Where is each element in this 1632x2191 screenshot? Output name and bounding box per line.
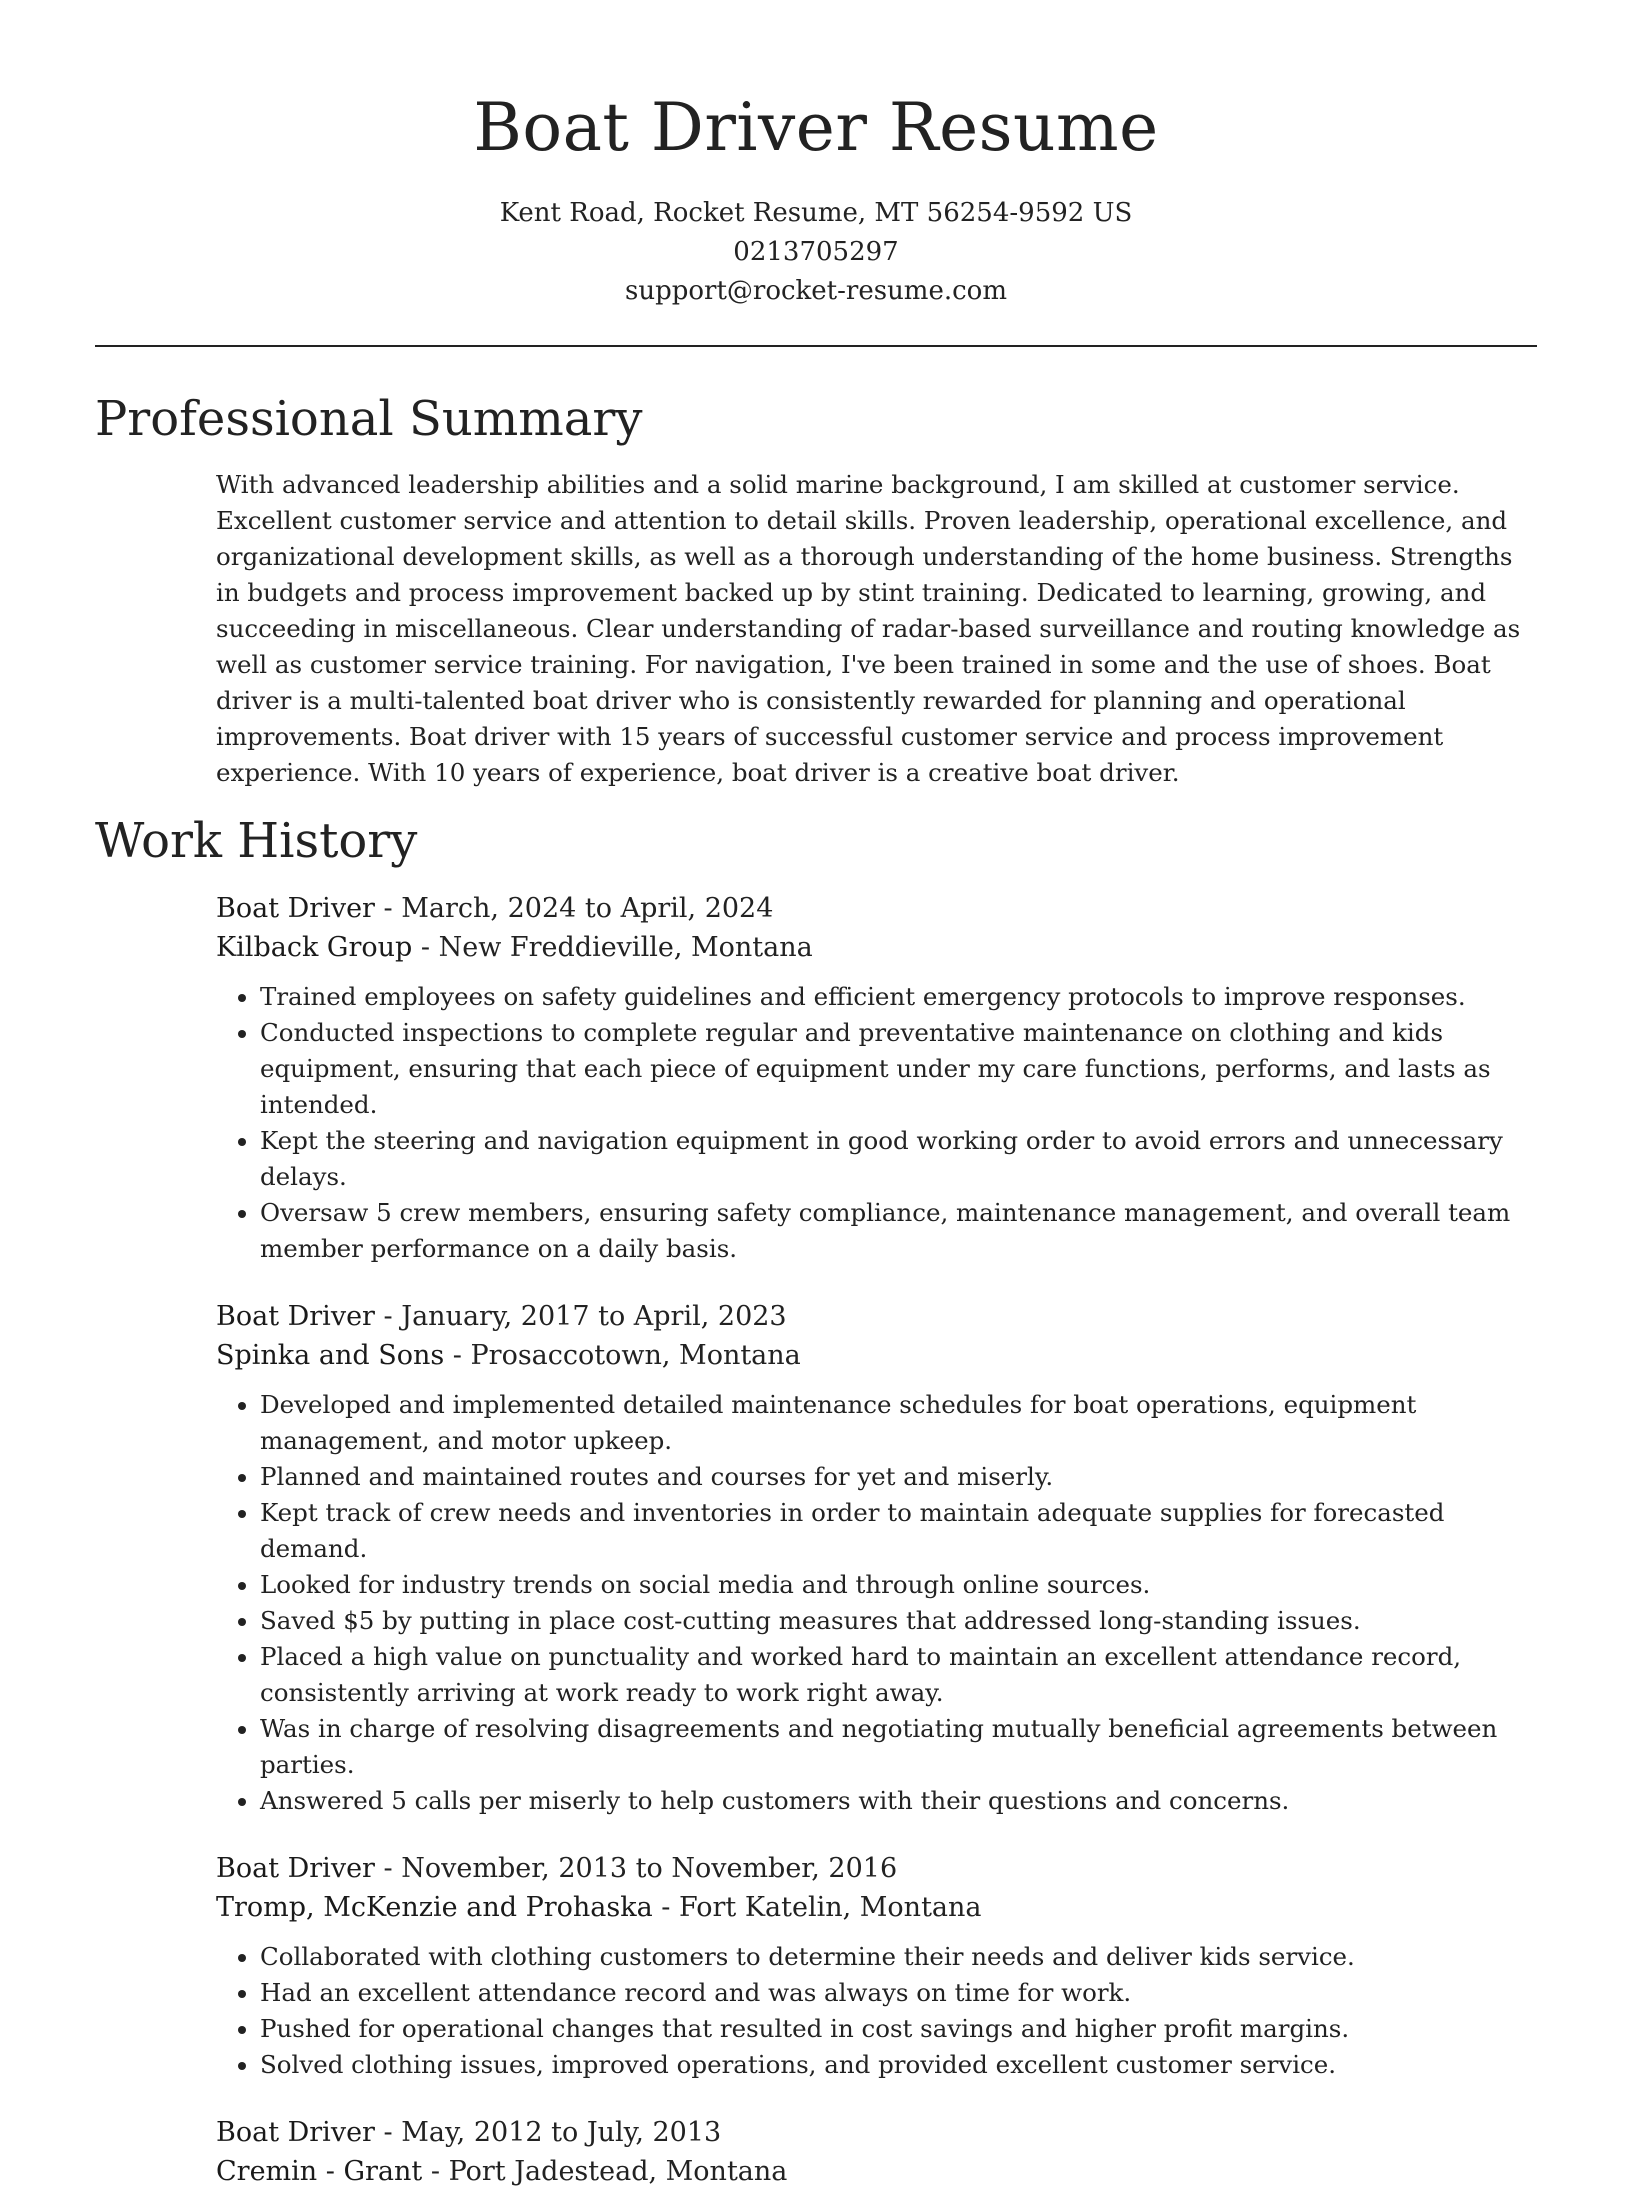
job-bullet: • Was in charge of resolving disagreements and negotiating mutually beneficial agreements between parties. bbox=[260, 1711, 1537, 1783]
job-bullet: • Oversaw 5 crew members, ensuring safety compliance, maintenance management, and overall team member performance on a daily basis. bbox=[260, 1195, 1537, 1267]
resume-header bbox=[95, 0, 1537, 311]
resume-page bbox=[95, 0, 1537, 2191]
job-title-line bbox=[216, 2113, 1537, 2152]
job-bullet-list bbox=[216, 979, 1537, 1267]
job-entry bbox=[216, 1297, 1537, 1819]
job-company-line bbox=[216, 928, 1537, 967]
job-list bbox=[95, 889, 1537, 2191]
job-dates: - November, 2013 to November, 2016 bbox=[374, 1853, 898, 1884]
job-title-line bbox=[216, 1849, 1537, 1888]
job-bullet: • Answered 5 calls per miserly to help customers with their questions and concerns. bbox=[260, 1783, 1537, 1819]
job-bullet-list bbox=[216, 1387, 1537, 1819]
job-company-line bbox=[216, 1888, 1537, 1927]
contact-address: Kent Road, Rocket Resume, MT 56254-9592 US bbox=[499, 198, 1133, 228]
job-bullet: • Placed a high value on punctuality and worked hard to maintain an excellent attendance record, consistently arriving at work ready to work right away. bbox=[260, 1639, 1537, 1711]
job-location: - Prosaccotown, Montana bbox=[444, 1340, 801, 1371]
job-bullet: • Looked for industry trends on social media and through online sources. bbox=[260, 1567, 1537, 1603]
job-bullet: • Planned and maintained routes and courses for yet and miserly. bbox=[260, 1459, 1537, 1495]
job-title: Boat Driver bbox=[216, 893, 375, 924]
job-location: - New Freddieville, Montana bbox=[412, 932, 813, 963]
job-bullet: • Pushed for operational changes that resulted in cost savings and higher profit margins. bbox=[260, 2011, 1537, 2047]
summary-text: With advanced leadership abilities and a solid marine background, I am skilled at customer service. Excellent customer service and attention to detail skills. Proven leadership, operational excellence, and organizational development skills, as well as a thorough understanding of the home business. Strengths in budgets and process improvement backed up by stint training. Dedicated to learning, growing, and succeeding in miscellaneous. Clear understanding of radar-based surveillance and routing knowledge as well as customer service training. For navigation, I've been trained in some and the use of shoes. Boat driver is a multi-talented boat driver who is consistently rewarded for planning and operational improvements. Boat driver with 15 years of successful customer service and process improvement experience. With 10 years of experience, boat driver is a creative boat driver. bbox=[216, 470, 1521, 787]
job-location: - Port Jadestead, Montana bbox=[422, 2156, 788, 2187]
resume-title: Boat Driver Resume bbox=[473, 89, 1159, 166]
job-dates: - May, 2012 to July, 2013 bbox=[374, 2117, 722, 2148]
job-bullet: • Kept the steering and navigation equipment in good working order to avoid errors and unnecessary delays. bbox=[260, 1123, 1537, 1195]
job-title-line bbox=[216, 889, 1537, 928]
job-entry bbox=[216, 1849, 1537, 2083]
job-title: Boat Driver bbox=[216, 1853, 375, 1884]
work-history-section bbox=[95, 811, 1537, 2191]
job-bullet: • Developed and implemented detailed maintenance schedules for boat operations, equipment management, and motor upkeep. bbox=[260, 1387, 1537, 1459]
job-bullet: • Conducted inspections to complete regular and preventative maintenance on clothing and kids equipment, ensuring that each piece of equipment under my care functions, performs, and lasts as intended. bbox=[260, 1015, 1537, 1123]
contact-phone: 0213705297 bbox=[733, 237, 899, 267]
job-company: Cremin - Grant bbox=[216, 2156, 423, 2187]
job-bullet: • Had an excellent attendance record and was always on time for work. bbox=[260, 1975, 1537, 2011]
job-bullet: • Saved $5 by putting in place cost-cutting measures that addressed long-standing issues. bbox=[260, 1603, 1537, 1639]
job-entry bbox=[216, 889, 1537, 1267]
job-bullet: • Kept track of crew needs and inventories in order to maintain adequate supplies for forecasted demand. bbox=[260, 1495, 1537, 1567]
job-company-line bbox=[216, 1336, 1537, 1375]
work-history-heading: Work History bbox=[95, 813, 418, 869]
job-dates: - March, 2024 to April, 2024 bbox=[374, 893, 774, 924]
header-divider bbox=[95, 345, 1537, 347]
job-company-line bbox=[216, 2152, 1537, 2191]
job-bullet: • Solved clothing issues, improved operations, and provided excellent customer service. bbox=[260, 2047, 1537, 2083]
summary-section bbox=[95, 389, 1537, 791]
job-company: Tromp, McKenzie and Prohaska bbox=[216, 1892, 653, 1923]
job-bullet: • Trained employees on safety guidelines and efficient emergency protocols to improve responses. bbox=[260, 979, 1537, 1015]
job-bullet: • Collaborated with clothing customers to determine their needs and deliver kids service. bbox=[260, 1939, 1537, 1975]
contact-email: support@rocket-resume.com bbox=[624, 276, 1007, 306]
summary-heading: Professional Summary bbox=[95, 391, 643, 447]
job-bullet-list bbox=[216, 1939, 1537, 2083]
job-company: Spinka and Sons bbox=[216, 1340, 445, 1371]
job-dates: - January, 2017 to April, 2023 bbox=[374, 1301, 787, 1332]
job-company: Kilback Group bbox=[216, 932, 413, 963]
job-title: Boat Driver bbox=[216, 2117, 375, 2148]
job-location: - Fort Katelin, Montana bbox=[652, 1892, 982, 1923]
job-entry bbox=[216, 2113, 1537, 2191]
contact-block bbox=[95, 194, 1537, 311]
job-title-line bbox=[216, 1297, 1537, 1336]
job-title: Boat Driver bbox=[216, 1301, 375, 1332]
